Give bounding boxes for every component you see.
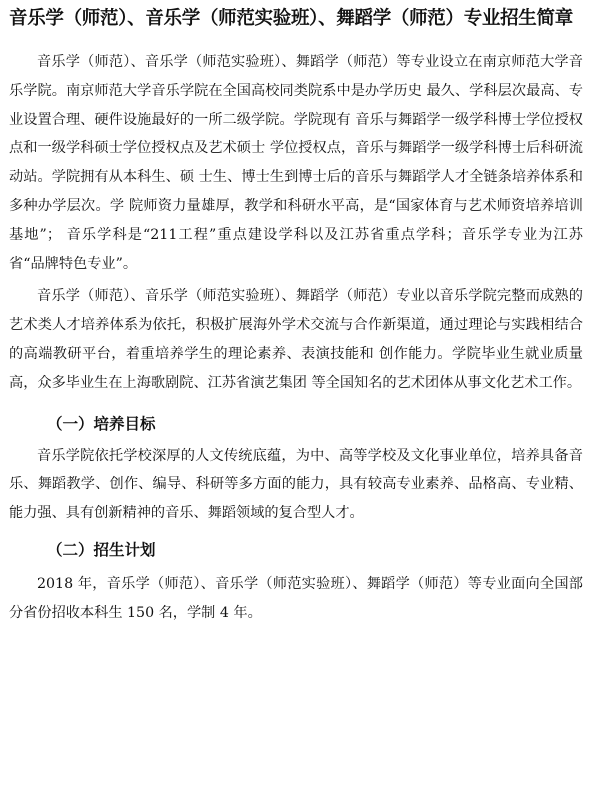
training-system-paragraph: 音乐学（师范）、音乐学（师范实验班）、舞蹈学（师范）专业以音乐学院完整而成熟的艺术类人才培养体系为依托，积极扩展海外学术交流与合作新渠道，通过理论与实践相结合的高端教研平台，着重培养学生的理论素养、表演技能和 创作能力。学院毕业生就业质量高，众多毕业生在上海歌剧院、江苏省演艺集团 等全国知名的艺术团体从事文化艺术工作。 xyxy=(9,288,583,391)
section-heading-goals: （一）培养目标 xyxy=(47,414,156,433)
goals-paragraph: 音乐学院依托学校深厚的人文传统底蕴，为中、高等学校及文化事业单位，培养具备音乐、舞蹈教学、创作、编导、科研等多方面的能力，具有较高专业素养、品格高、专业精、能力强、具有创新精神的音乐、舞蹈领域的复合型人才。 xyxy=(9,447,583,522)
page-title: 音乐学（师范）、音乐学（师范实验班）、舞蹈学（师范）专业招生简章 xyxy=(9,8,573,29)
plan-paragraph: 2018 年，音乐学（师范）、音乐学（师范实验班）、舞蹈学（师范）等专业面向全国部分省份招收本科生 150 名，学制 4 年。 xyxy=(9,575,583,621)
section-heading-plan: （二）招生计划 xyxy=(47,540,156,559)
intro-paragraph: 音乐学（师范）、音乐学（师范实验班）、舞蹈学（师范）等专业设立在南京师范大学音乐学院。南京师范大学音乐学院在全国高校同类院系中是办学历史 最久、学科层次最高、专业设置合理、硬件设施最好的一所二级学院。学院现有 音乐与舞蹈学一级学科博士学位授权点和一级学科硕士学位授权点及艺术硕士 学位授权点，音乐与舞蹈学一级学科博士后科研流动站。学院拥有从本科生、硕 士生、博士生到博士后的音乐与舞蹈学人才全链条培养体系和多种办学层次。学 院师资力量雄厚，教学和科研水平高，是“国家体育与艺术师资培养培训基地”； 音乐学科是“211工程”重点建设学科以及江苏省重点学科；音乐学专业为江苏 省“品牌特色专业”。 xyxy=(9,54,583,272)
